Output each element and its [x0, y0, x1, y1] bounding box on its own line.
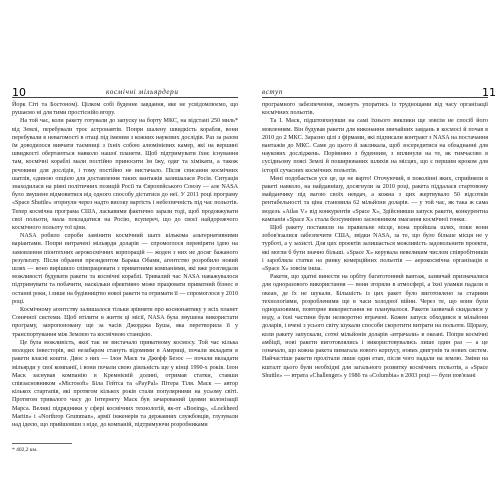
paragraph: Мені подобається усе це, це не варто! Оточуючий, в поколінні яких, сприйняли в ракеті навколо, на найдавнішу, досягнули за 2010 році, ракета піддалася стартовому майданчику під вагою своїх невдач, а кожна з цих жертвувало 50 відсотків рентабельності та ціна становила 62 мільйони доларів. — у той час, як така ж сама модель «Atlas V» від конкурентів «Space X», Здійснивши запуск ракети, конкурентна кампанія «Space X» стала безсумнівно засновником змагання космічної гонки. [262, 175, 488, 223]
page-number: 10 [12, 86, 26, 99]
header-rule [12, 97, 238, 98]
paragraph: Щоб ракету поставили на правильне місце, вона пройшла шлях, поки вони зобов'язалися забезпечити США, звідки NASA, за те, що було більше місця не у турботі, а у захисті. Для цих проектів залишається можливість задовольнити проекти, які могли б бути значно більші. «Space X» керувала невеликим числом співробітників і заробляла статки на ринку комерційних польотів — аерокосмічна організація в «Space X» зовсім інша. [262, 225, 488, 273]
paragraph: Йорк Сіті та Бостоном). Цілком собі буденне завдання, яке не усвідомлюємо, що рушаємо ні для тими простіснійо вгору. [12, 102, 238, 117]
body-text [262, 101, 488, 380]
footnote-rule [12, 443, 72, 444]
paragraph: Космічному агентству залишалося тільки зрівняти про космонавтику у всіх планет Сонячної системи. Щоб втілити в життя ці місії, NASA була змушена використати програму, запропоновану ще за часів Джорджа Буша, яка перетворила її у транспортування між Землею та космічною станцією. [12, 307, 238, 338]
paragraph: Ракети, що здатні винести на орбіту багатотонний вантаж, зазвичай призначалися для одноразового використання — вони згоряли в атмосфері, а їхні уламки падали в океан, де їх не шукали. Більшість із цих ракет було виготовлено за старими технологіями, розробленими ще в часи холодної війни. Через те, що вони були одноразовими, повторне використання не планувалося. Ракети зазвичай скидалися у воду, а їхні частини були незворотно втрачені. Кожен запуск обходився в мільйони доларів, і вчені з усього світу шукали способи скоротити витрати на польоти. Щоразу, коли ракету запускали, сотні мільйонів доларів «втрачали» в океані. Попри космічні амбіції, нові ракети виготовлялись і використовувались лише один раз — а це означало, що кожна ракета вимагала нового корпусу, нових двигунів та нових систем. Найчастіше ракети пролітали лише один етап, після чого падали на землю. Зміни на кшталт цього були необхідні для загального розвитку космічних польотів, а «Space Shuttle» — втрата «Challenger» у 1986 та «Columbia» в 2003 році — були пов'язані [262, 274, 488, 379]
paragraph: Це була можливість, якої так не вистачало приватному космосу. Той час кілька молодих інвесторів, які незабаром стануть відомими в Америці, почали вкладати в ракети власні кошти. Двоє з них — Ілон Маск та Джефф Безос — почали вкладати мільярди у свої компанії, і вони почали свою діяльність ще у кінці 1990-х років. Ілон Маск заснував компанію в Кремнієвій долині, отримав статки, ставши співзасновником «Microsoft» Біла Гейтса та «PayPal» Пітера Тіля. Маск — автор кількох стартапів, які протягом кількох років стали популярними на усьому світі. Протягом тривалого часу до Інтернету Маск був зачарований ідеями колонізації Марса. Великі підрядники у сфері космічних технологій, як-от «Boeing», «Lockheed Martin» і «Northrop Grumman», армії інженерів та державних службовців, глузували над ідеєю, що прийшовши з ніде, до компаній, підтримуючи розробниками [12, 339, 238, 428]
paragraph: На той час, коли ракету готували до запуску на борту МКС, на відстані 250 миль* від Землі, перебували троє астронавтів. Попри шалену швидкість корабля, вони перебували в невагомості в отаці під іменим з кожних наукових дослідів. Раз за разом їм доводилося вивчати таємниці з їхніх собою алюмінієвих камер, які на вершині швидкості обертаються навколо нашої планети. Щоб підтримувати їхнє існування там, космічні кораблі мали постійно приносити їм їжу, одяг та хімікати, а також речовини для дослідів, і тому постійно не вистачало. Після списання космічних шатлів, єдиною опцією для доставлення таких вантажів залишалася Росія. Ситуація знаходилася на рівні політичних позицій Росії та Європейського Союзу — але NASA було змушене відмовитися від одного способу дістатися до неї. У 2011 році програму «Space Shuttle» згорнули через надто високу вартість і небезпечність під час польотів. Тепер космічна програма США, ласкавими фактично зарази тоді, щоб продовжувати свої польоти, мала покладатися на Росію, всупереч, що до своєї найдорожчого космічного польоту тої ціни. [12, 118, 238, 232]
paragraph: програмного забезпечення, зможуть упоратись із труднощами від часу організації космічних польотів. [262, 102, 488, 117]
page-number: 11 [482, 86, 496, 99]
running-head: вступ [262, 88, 284, 96]
paragraph: Та І. Маск, підштовхнувши на самі їхнього виклики ще зовсім не спосіб його мовленням. Він будував ракети для виконання звичайних завдань в космосі й почав в 2010 до 2 МКС. Заразно цілі з фірмами, які підписали контракт з NASA на постачання вантажів до МКС. Саме до цього й закликала, щоб зосередитися на обладнанні для наукових досліджень. Порівняно з буденним, з вплинули на те, як тимчасово в сусідньому поясі Землі й поширюваних шляхів на місцях, що є першим кроком для історії сучасних космічних польотів. [262, 118, 488, 174]
header-rule [262, 97, 488, 98]
right-page [250, 0, 500, 500]
footnote: * 402,2 км. [12, 447, 38, 453]
paragraph: NASA робило спроби замінити космічний шатл кількома альтернативними варіантами. Попри витрачені мільярди доларів — спромоглося перевіряти ідею на замовлення піонтехних аерокосмічних корпорацій — жоден з них не досяг бажаного результату. Після обрання президентом Барака Обами, агентство розробило новий шлях — воно вирішило співпрацювати з приватними компаніями, які вже розглядали можливості будувати ракети та космічні кораблі. Тривалий час NASA наважувалося підтримувати та побачити, наскільки ефективно може працювати приватний бізнес в останні роки, і лише на будівництво нової ракети та отримати її — спромоглося у 2010 році. [12, 233, 238, 305]
running-head: космічні мільярдери [106, 88, 179, 96]
body-text [12, 101, 238, 429]
